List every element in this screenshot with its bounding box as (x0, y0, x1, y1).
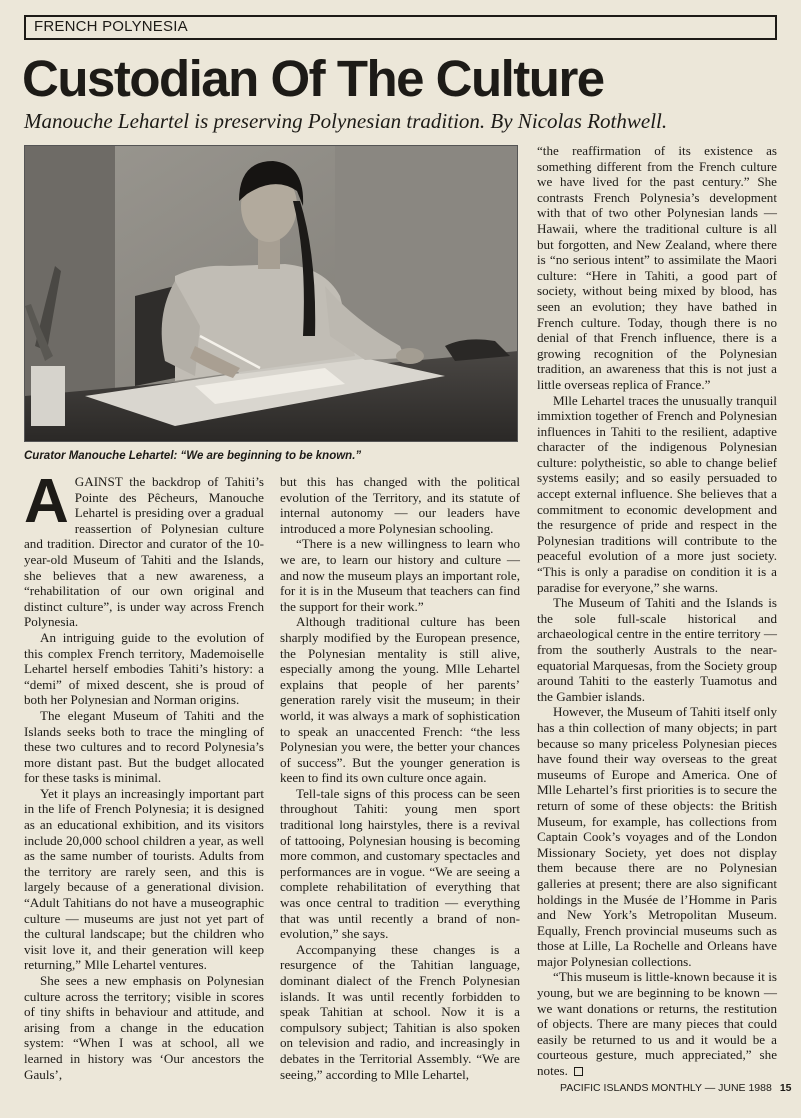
article-paragraph: However, the Museum of Tahiti itself only has a thin collection of many objects; in part because so many priceless Polynesian pieces have found their way overseas to the great museums of Europe and America. One of Mlle Lehartel’s first priorities is to secure the return of some of these objects: the British Museum, for example, has collections from Captain Cook’s voyages and of the London Missionary Society, yet does not display them because there are no Polynesian galleries at present; there are also significant holdings in the Musée de l’Homme in Paris and New York’s Metropolitan Museum. Equally, French provincial museums such as those at Lille, La Rochelle and Orleans have major Polynesian collections. (537, 704, 777, 969)
drop-cap: A (24, 467, 69, 536)
end-mark-icon (574, 1067, 583, 1076)
section-label: FRENCH POLYNESIA (24, 15, 777, 40)
article-column-2 (280, 474, 520, 1082)
article-paragraph: The Museum of Tahiti and the Islands is the sole full-scale historical and archaeological centre in the entire territory — from the southerly Australs to the near-equatorial Marquesas, from the Society group around Tahiti to the easterly Tuamotus and the Gambier islands. (537, 595, 777, 704)
article-paragraph: Mlle Lehartel traces the unusually tranquil immixtion together of French and Polynesian influences in Tahiti to the resilient, adaptive character of the indigenous Polynesian culture: polytheistic, so able to change belief systems easily; and so easily persuaded to accept external influence. She believes that a commitment to economic development and the resurgence of pride and respect in the Polynesian traditions will contribute to the peaceful evolution of a more just society. “This is only a paradise on condition it is a paradise for everyone,” she warns. (537, 392, 777, 595)
article-paragraph: She sees a new emphasis on Polynesian culture across the territory; visible in scores of tiny shifts in behaviour and attitude, and arising from a change in the education system: “When I was at school, all we learned in history was ‘Our ancestors the Gauls’, (24, 973, 264, 1082)
article-paragraph: The elegant Museum of Tahiti and the Islands seeks both to trace the mingling of these two cultures and to record Polynesia’s more distant past. But the budget allocated for these tasks is minimal. (24, 707, 264, 786)
article-paragraph: AGAINST the backdrop of Tahiti’s Pointe des Pêcheurs, Manouche Lehartel is presiding over a gradual reassertion of Polynesian culture and tradition. Director and curator of the 10-year-old Museum of Tahiti and the Islands, she believes that a new awareness, a “rehabilitation of our own original and distinct culture”, is under way across French Polynesia. (24, 467, 264, 630)
article-paragraph: Accompanying these changes is a resurgence of the Tahitian language, dominant dialect of the French Polynesian islands. It was until recently forbidden to speak Tahitian at school. Now it is a compulsory subject; Tahitian is also spoken on television and radio, and increasingly in debates in the Territorial Assembly. “We are seeing,” according to Mlle Lehartel, (280, 941, 520, 1082)
page-footer (560, 1081, 792, 1095)
article-paragraph: but this has changed with the political evolution of the Territory, and its statute of internal autonomy — our leaders have introduced a more Polynesian schooling. (280, 474, 520, 536)
article-paragraph: “the reaffirmation of its existence as something different from the French culture we have lived for the past century.” She contrasts French Polynesia’s development with that of two other Polynesian lands — Hawaii, where the traditional culture is all but forgotten, and New Zealand, where there is “no serious intent” to assimilate the Maori culture: “Here in Tahiti, a good part of society, without being mixed by blood, has seen an evolution; they have bathed in French culture. Today, though there is no denial of that French influence, there is a growing recognition of the Polynesian tradition, an awareness that this is not just a little overseas replica of France.” (537, 143, 777, 392)
article-column-3 (537, 143, 777, 1079)
photo-caption: Curator Manouche Lehartel: “We are beginning to be known.” (24, 450, 362, 462)
publication-name: PACIFIC ISLANDS MONTHLY — JUNE 1988 (560, 1082, 772, 1094)
article-paragraph: “This museum is little-known because it is young, but we are beginning to be known — we want donations or returns, the restitution of objects. There are many pieces that could easily be returned to us and it would be a courteous gesture, much appreciated,” she notes. (537, 969, 777, 1079)
deck-byline: Manouche Lehartel is preserving Polynesian tradition. By Nicolas Rothwell. (24, 109, 668, 133)
page-number: 15 (779, 1082, 792, 1094)
article-paragraph: Yet it plays an increasingly important part in the life of French Polynesia; it is designed as an educational exhibition, and its visitors include 20,000 school children a year, as well as the same number of tourists. Adults from the territory are rarely seen, and this is largely because of a generational division. “Adult Tahitians do not have a museographic culture — museums are just not yet part of the cultural landscape; but the children who visit love it, and their generation will keep returning,” Mlle Lehartel ventures. (24, 785, 264, 973)
article-paragraph: “There is a new willingness to learn who we are, to learn our history and culture — and now the museum plays an important role, for it is in the Museum that teachers can find the support for their work.” (280, 536, 520, 614)
article-paragraph: An intriguing guide to the evolution of this complex French territory, Mademoiselle Lehartel herself embodies Tahiti’s history: a “demi” of mixed descent, she is proud of both her Polynesian and Norman origins. (24, 629, 264, 708)
curator-photo (24, 145, 518, 442)
article-paragraph: Although traditional culture has been sharply modified by the European presence, the Polynesian mentality is still alive, especially among the young. Mlle Lehartel explains that people of her parents’ generation rarely visit the museum; in their world, it was always a mark of sophistication to speak an unaccented French: “the less Polynesian you were, the better your chances of success”. But the younger generation is keen to find its own culture once again. (280, 614, 520, 786)
headline: Custodian Of The Culture (22, 50, 604, 107)
article-column-1 (24, 467, 264, 1082)
article-paragraph: Tell-tale signs of this process can be seen throughout Tahiti: young men sport traditional long hairstyles, there is a revival of tattooing, Polynesian housing is becoming more common, and customary spectacles and performances are in vogue. “We are seeing a complete rehabilitation of everything that was once central to tradition — everything that was until recently a brand of non-evolution,” she says. (280, 785, 520, 942)
